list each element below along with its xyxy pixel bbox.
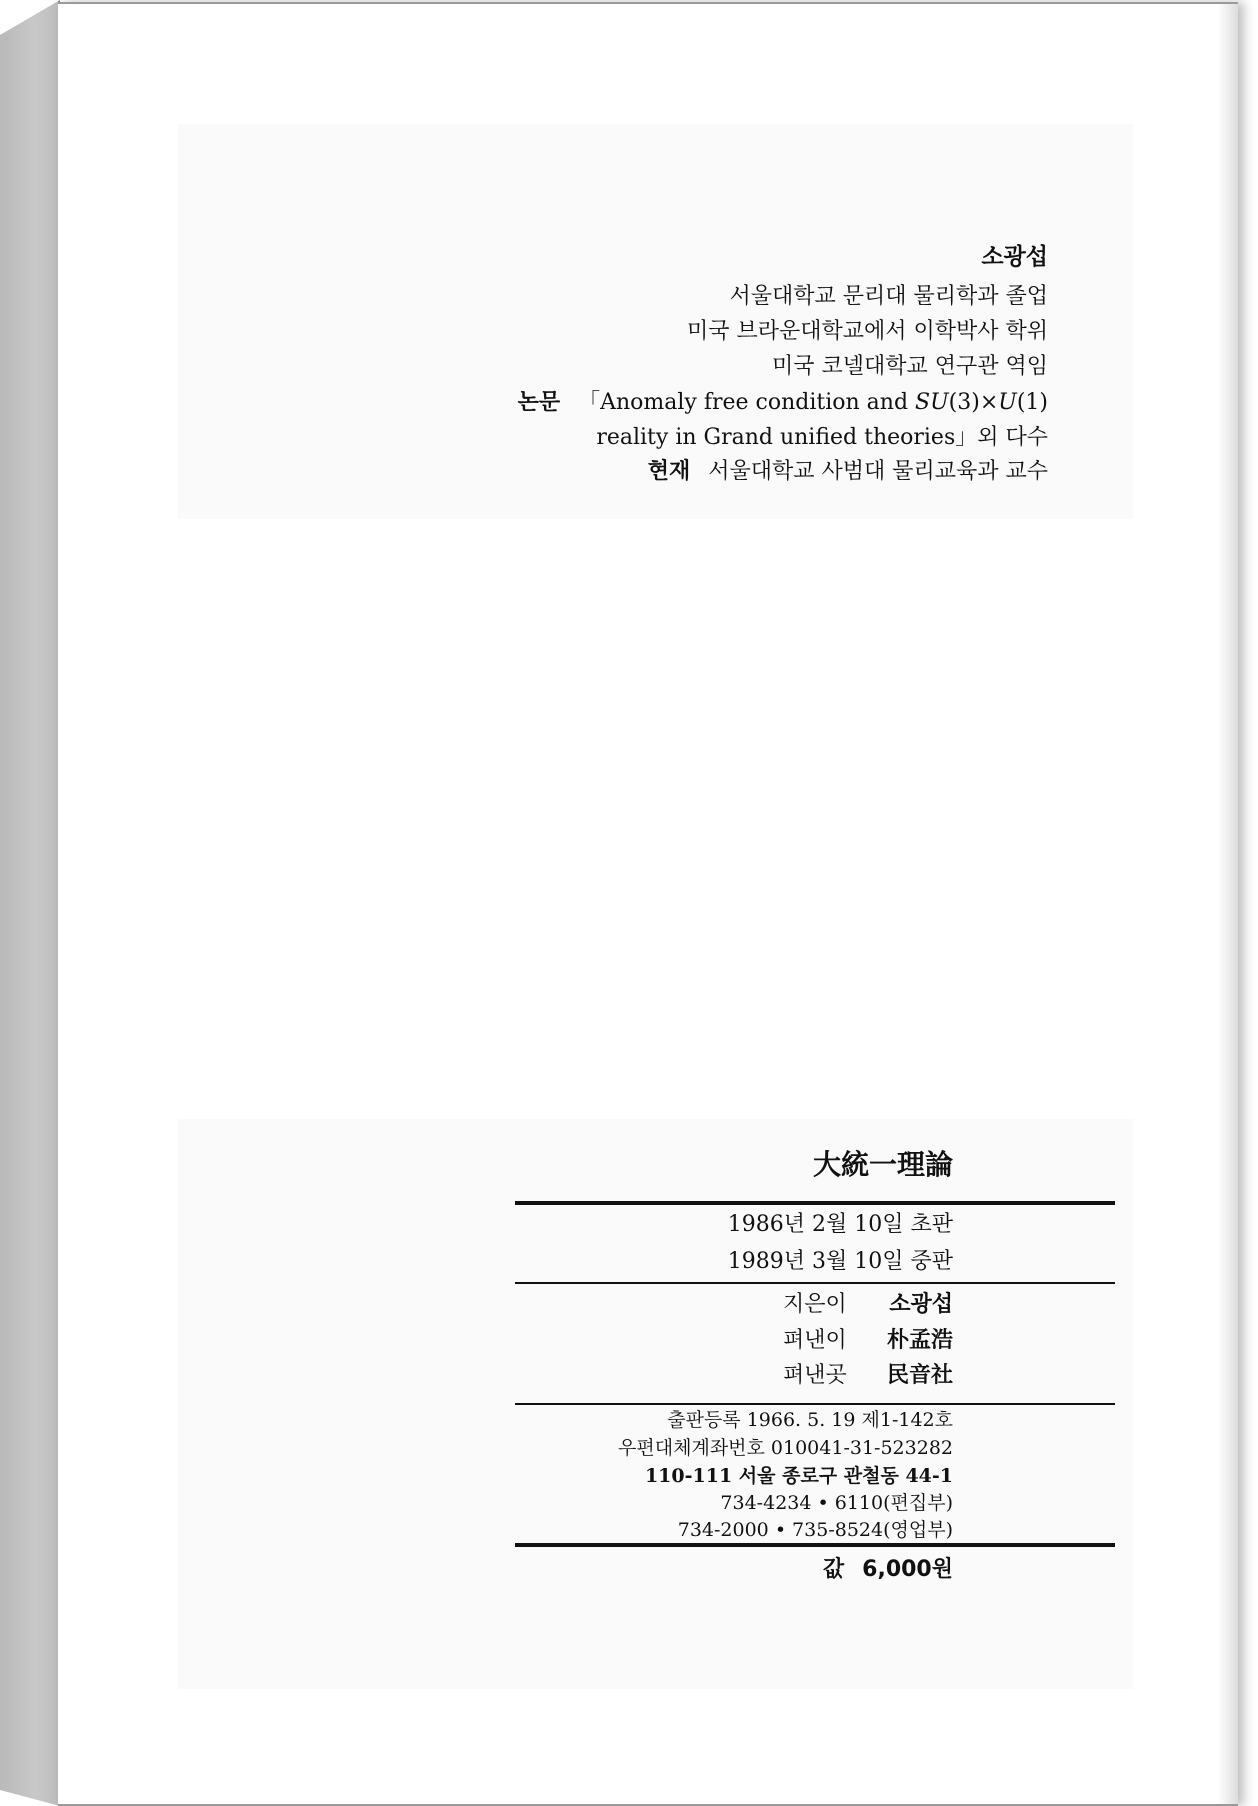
colophon bbox=[178, 1119, 1133, 1689]
price-label: 값 bbox=[822, 1557, 845, 1582]
bio-line: 미국 코넬대학교 연구관 역임 bbox=[771, 354, 1048, 379]
page-edge bbox=[1218, 4, 1238, 1804]
divider bbox=[515, 1403, 1115, 1405]
current-value: 서울대학교 사범대 물리교육과 교수 bbox=[708, 459, 1048, 484]
bio-line: 미국 브라운대학교에서 이학박사 학위 bbox=[686, 319, 1048, 344]
author-bio bbox=[178, 124, 1133, 519]
address: 110-111 서울 종로구 관철동 44-1 bbox=[644, 1465, 953, 1487]
bio-line: 서울대학교 문리대 물리학과 졸업 bbox=[729, 284, 1048, 309]
publisher-row bbox=[783, 1326, 953, 1356]
author-value: 소광섭 bbox=[889, 1292, 953, 1317]
thesis-line-2: reality in Grand unified theories」외 다수 bbox=[596, 425, 1048, 450]
phone-sales: 734-2000 • 735-8524(영업부) bbox=[677, 1519, 953, 1541]
thesis-u: U bbox=[998, 390, 1017, 415]
price bbox=[823, 1555, 953, 1585]
publishing-house-label: 펴낸곳 bbox=[783, 1363, 847, 1388]
thesis-su: SU bbox=[915, 390, 949, 415]
edition-date: 1989년 3월 10일 중판 bbox=[727, 1249, 953, 1274]
registration-info: 출판등록 1966. 5. 19 제1-142호 bbox=[667, 1409, 953, 1431]
book-title: 大統一理論 bbox=[812, 1148, 953, 1181]
divider bbox=[515, 1282, 1115, 1284]
thesis-text-a: 「Anomaly free condition and bbox=[578, 390, 916, 415]
thesis-label: 논문 bbox=[517, 390, 561, 415]
postal-account: 우편대체계좌번호 010041-31-523282 bbox=[618, 1437, 953, 1459]
publisher-value: 朴孟浩 bbox=[886, 1328, 953, 1353]
thesis-text-b: (3)× bbox=[948, 390, 999, 415]
author-row bbox=[783, 1290, 953, 1320]
edition-date: 1986년 2월 10일 초판 bbox=[727, 1212, 953, 1237]
price-value: 6,000원 bbox=[862, 1557, 953, 1582]
phone-editorial: 734-4234 • 6110(편집부) bbox=[720, 1492, 953, 1514]
divider bbox=[515, 1543, 1115, 1547]
divider bbox=[515, 1201, 1115, 1205]
thesis-line bbox=[518, 388, 1048, 418]
thesis-text-c: (1) bbox=[1016, 390, 1048, 415]
author-label: 지은이 bbox=[783, 1292, 847, 1317]
publishing-house-row bbox=[783, 1361, 953, 1391]
current-label: 현재 bbox=[647, 459, 691, 484]
book-spine bbox=[0, 0, 60, 1806]
publisher-label: 펴낸이 bbox=[783, 1328, 847, 1353]
author-name: 소광섭 bbox=[981, 244, 1048, 270]
current-position bbox=[648, 457, 1048, 487]
book-page bbox=[58, 2, 1238, 1806]
publishing-house-value: 民音社 bbox=[886, 1363, 953, 1388]
